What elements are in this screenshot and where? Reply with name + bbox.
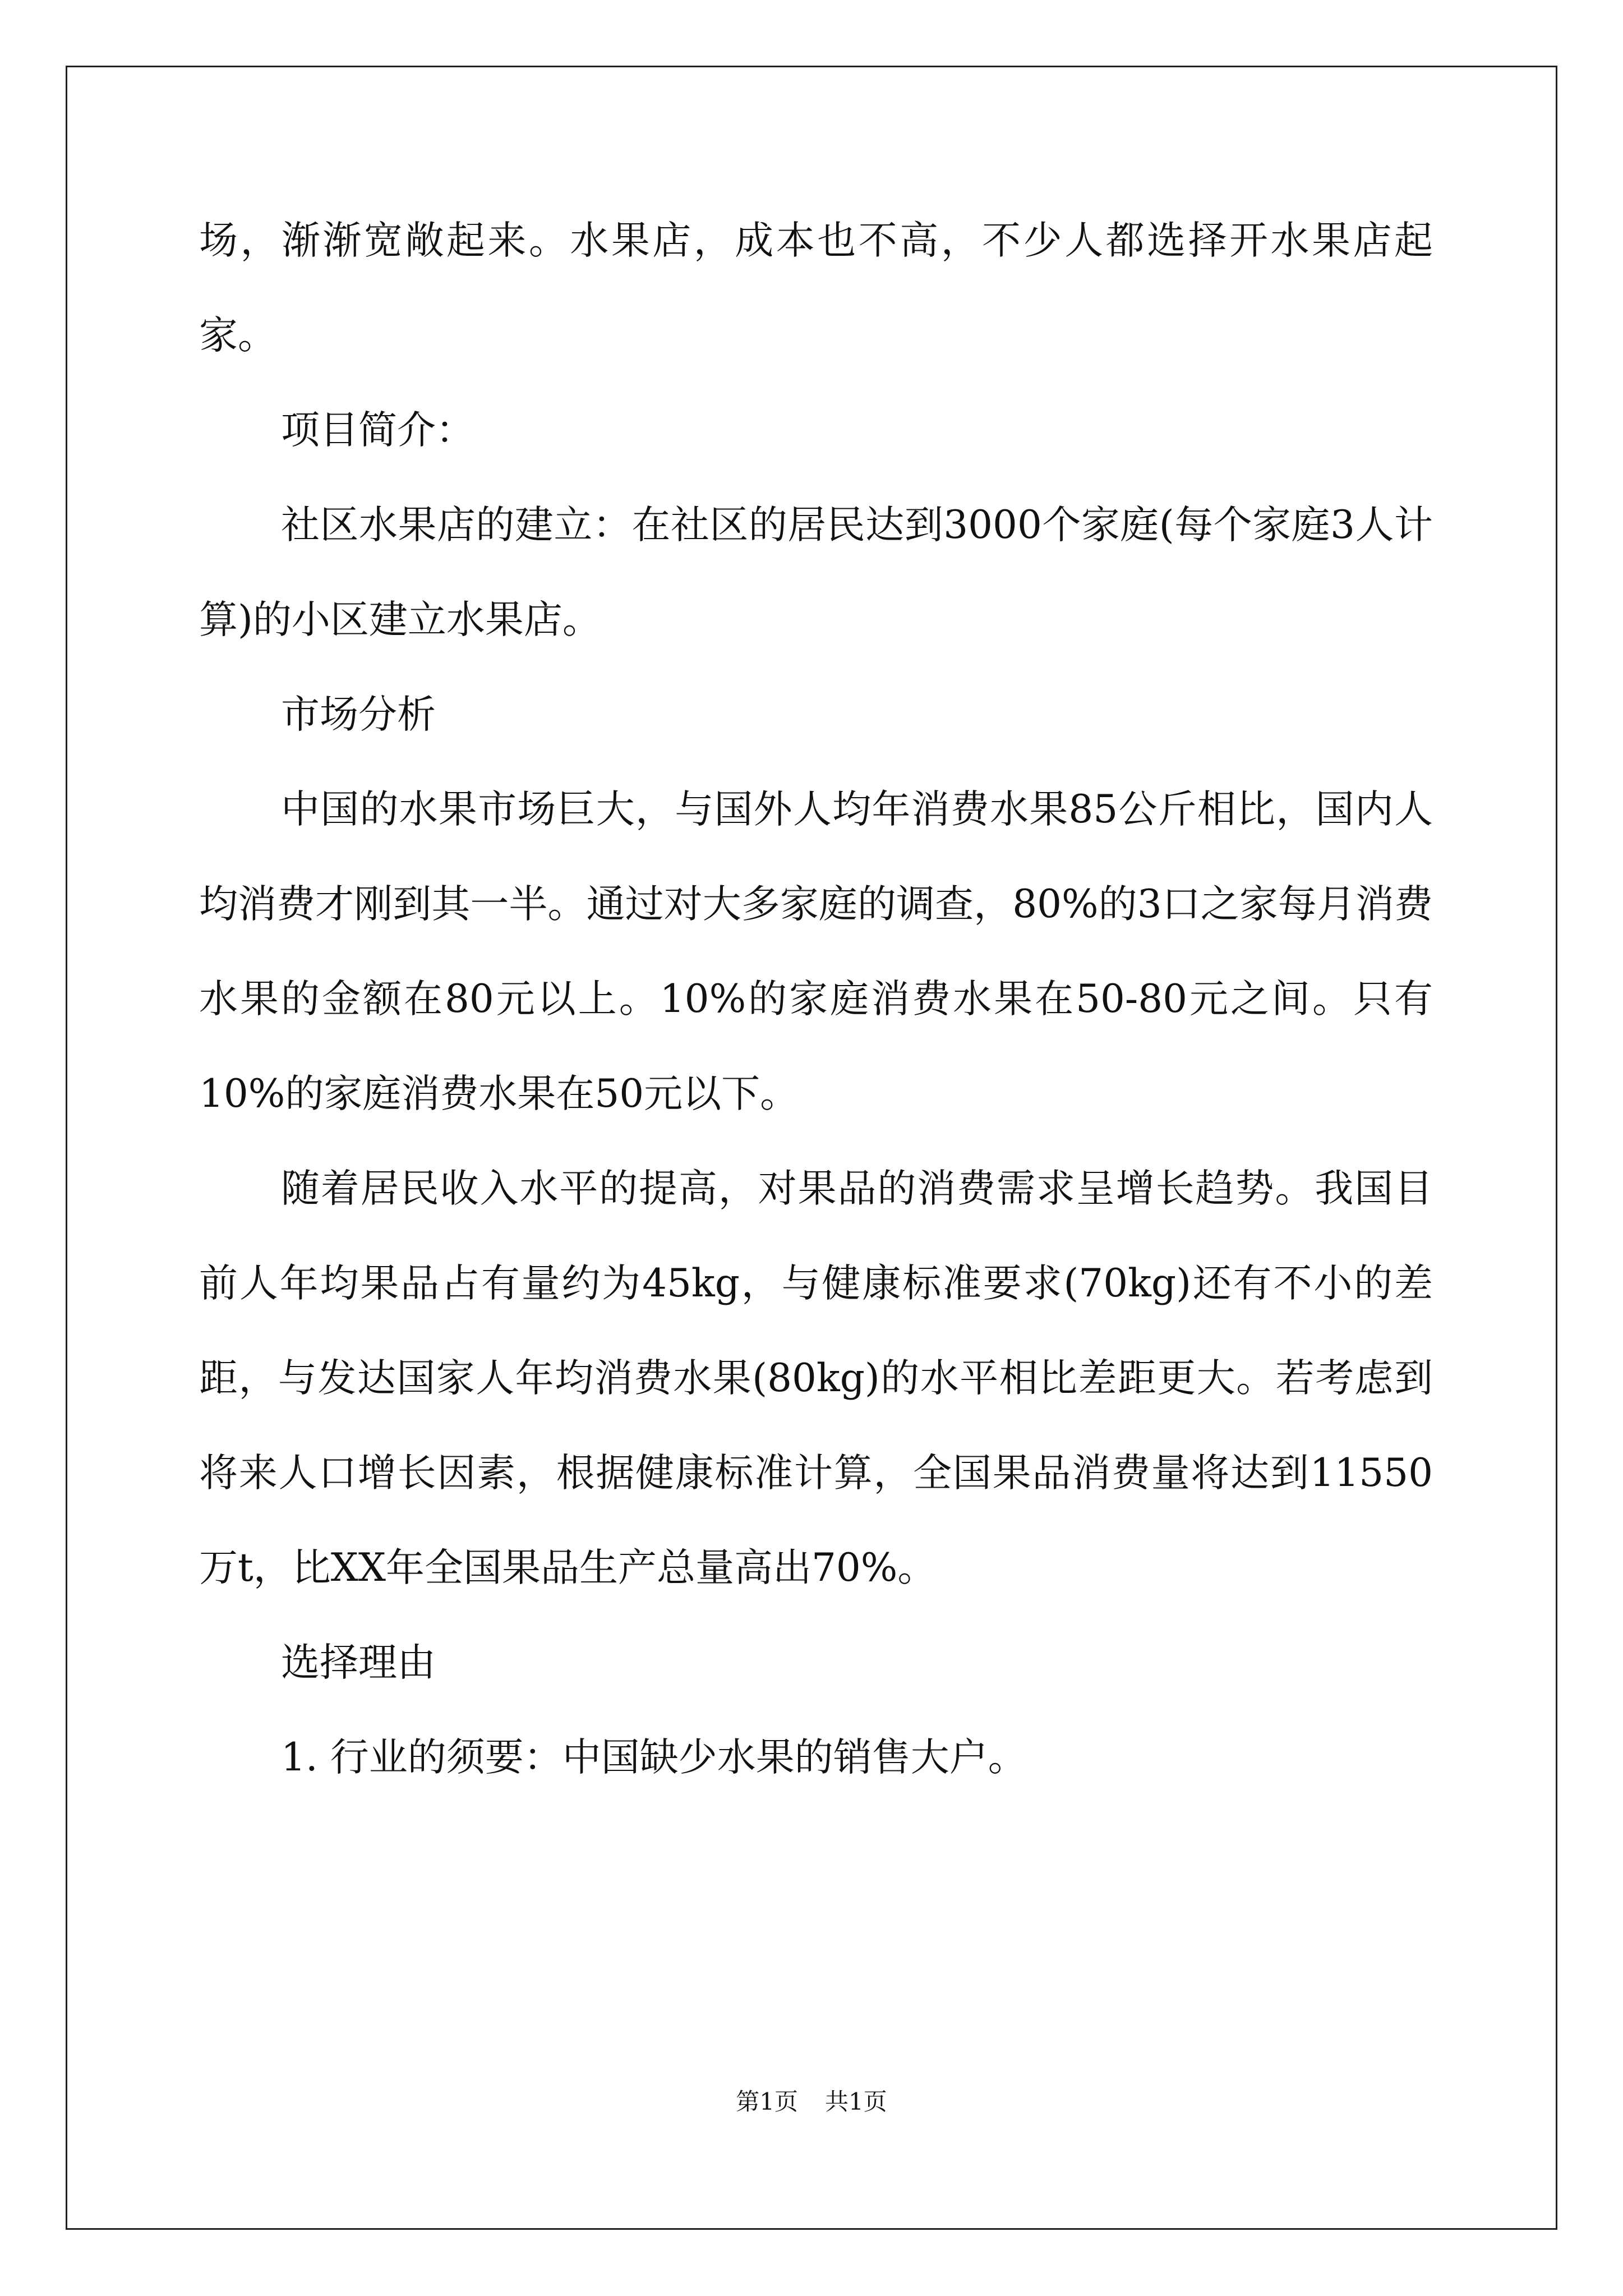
paragraph-market-size: 中国的水果市场巨大，与国外人均年消费水果85公斤相比，国内人均消费才刚到其一半。通过对大多家庭的调查，80%的3口之家每月消费水果的金额在80元以上。10%的家庭消费水果在50-80元之间。只有10%的家庭消费水果在50元以下。 [199, 787, 1433, 1116]
list-item-1: 1. 行业的须要：中国缺少水果的销售大户。 [281, 1735, 1027, 1780]
page-footer [0, 2085, 1623, 2119]
page-number: 第1页 [736, 2088, 798, 2115]
paragraph-1: 场，渐渐宽敞起来。水果店，成本也不高，不少人都选择开水果店起家。 [199, 218, 1433, 358]
heading-project-intro: 项目简介： [281, 408, 474, 453]
document-body [199, 194, 1433, 1805]
page-total: 共1页 [825, 2088, 887, 2115]
heading-reasons: 选择理由 [281, 1640, 436, 1685]
heading-market-analysis: 市场分析 [281, 692, 436, 737]
paragraph-consumption-trend: 随着居民收入水平的提高，对果品的消费需求呈增长趋势。我国目前人年均果品占有量约为45kg，与健康标准要求(70kg)还有不小的差距，与发达国家人年均消费水果(80kg)的水平相比差距更大。若考虑到将来人口增长因素，根据健康标准计算，全国果品消费量将达到11550万t，比XX年全国果品生产总量高出70%。 [199, 1166, 1433, 1590]
paragraph-community-store: 社区水果店的建立：在社区的居民达到3000个家庭(每个家庭3人计算)的小区建立水果店。 [199, 503, 1433, 642]
